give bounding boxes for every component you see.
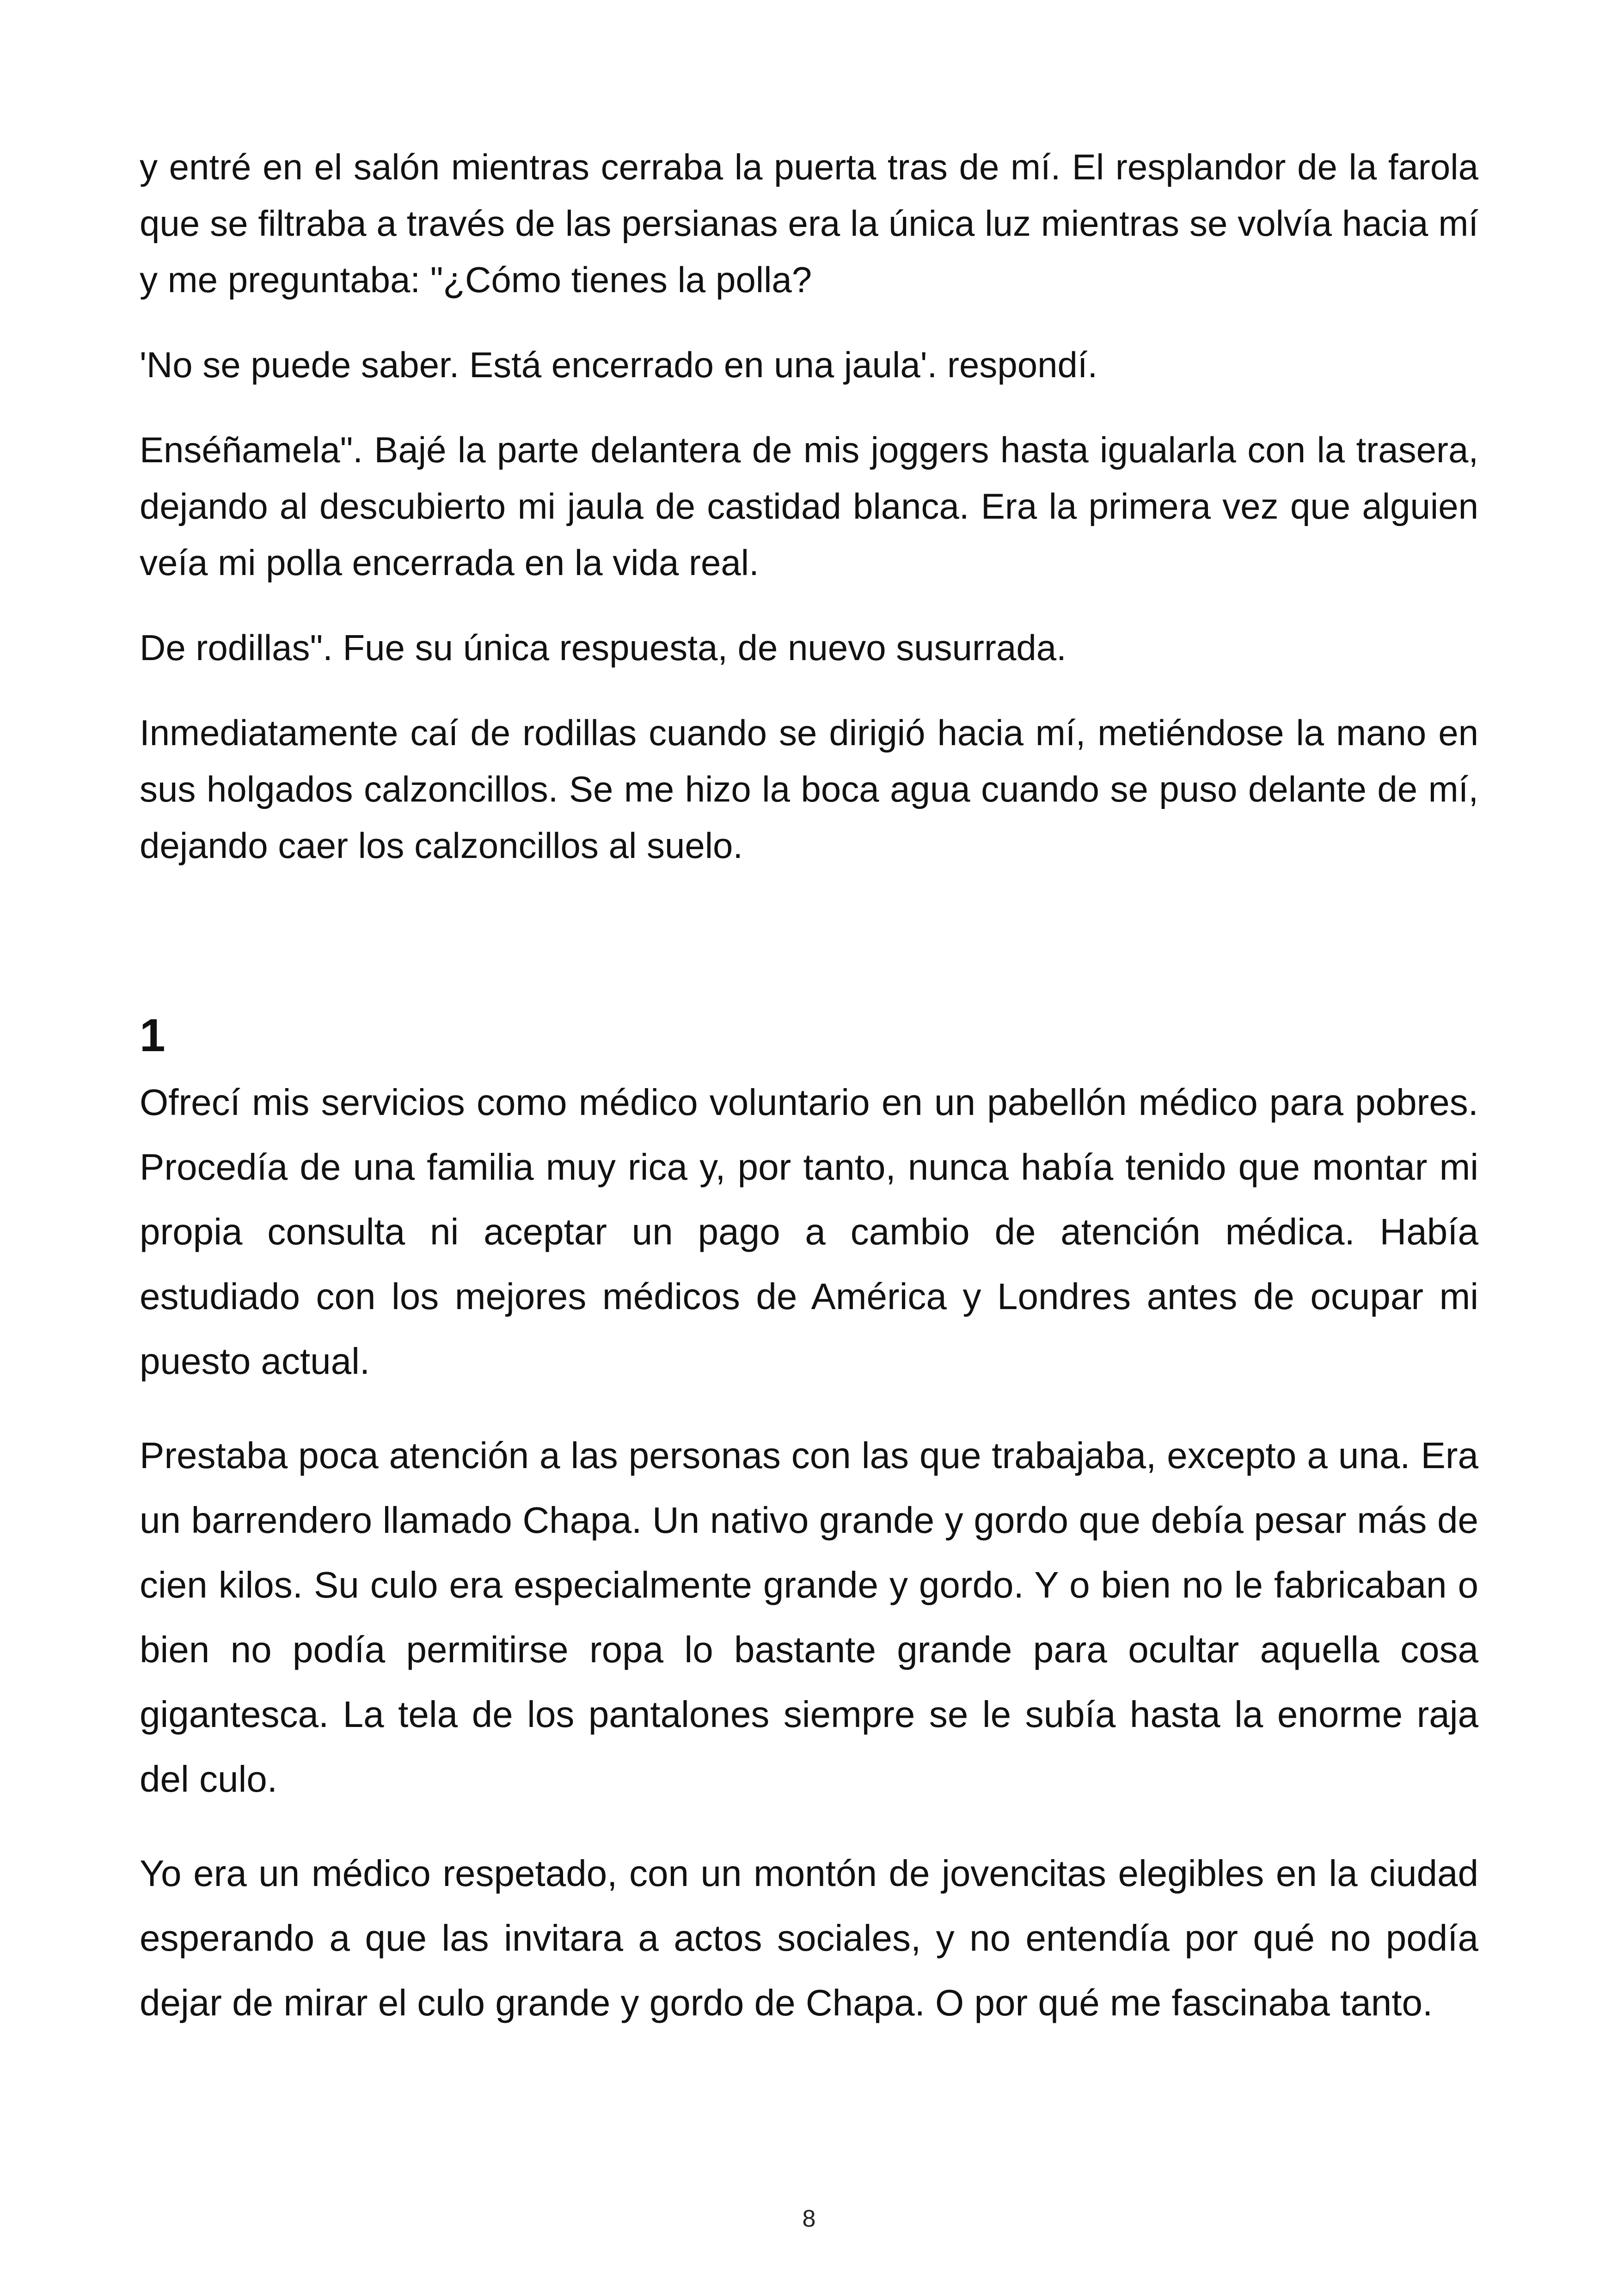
page-number: 8 xyxy=(802,2205,816,2232)
chapter-heading: 1 xyxy=(140,1010,165,1061)
paragraph: Prestaba poca atención a las personas con las que trabajaba, excepto a una. Era un barrendero llamado Chapa. Un nativo grande y gordo que debía pesar más de cien kilos. Su culo era especialmente grande y gordo. Y o bien no le fabricaban o bien no podía permitirse ropa lo bastante grande para ocultar aquella cosa gigantesca. La tela de los pantalones siempre se le subía hasta la enorme raja del culo. xyxy=(140,1435,1478,1800)
paragraph: De rodillas". Fue su única respuesta, de nuevo susurrada. xyxy=(140,627,1066,668)
paragraph: 'No se puede saber. Está encerrado en una jaula'. respondí. xyxy=(140,344,1098,385)
paragraph: Ofrecí mis servicios como médico voluntario en un pabellón médico para pobres. Procedía de una familia muy rica y, por tanto, nunca había tenido que montar mi propia consulta ni aceptar un pago a cambio de atención médica. Había estudiado con los mejores médicos de América y Londres antes de ocupar mi puesto actual. xyxy=(140,1082,1478,1382)
chapter-heading-wrapper xyxy=(140,1008,1478,1063)
paragraph: y entré en el salón mientras cerraba la puerta tras de mí. El resplandor de la farola que se filtraba a través de las persianas era la única luz mientras se volvía hacia mí y me preguntaba: "¿Cómo tienes la polla? xyxy=(140,147,1478,300)
paragraph: Inmediatamente caí de rodillas cuando se dirigió hacia mí, metiéndose la mano en sus holgados calzoncillos. Se me hizo la boca agua cuando se puso delante de mí, dejando caer los calzoncillos al suelo. xyxy=(140,712,1478,866)
paragraph: Enséñamela". Bajé la parte delantera de mis joggers hasta igualarla con la trasera, dejando al descubierto mi jaula de castidad blanca. Era la primera vez que alguien veía mi polla encerrada en la vida real. xyxy=(140,429,1478,583)
intro-text xyxy=(140,139,1478,902)
paragraph: Yo era un médico respetado, con un montón de jovencitas elegibles en la ciudad esperando a que las invitara a actos sociales, y no entendía por qué no podía dejar de mirar el culo grande y gordo de Chapa. O por qué me fascinaba tanto. xyxy=(140,1853,1478,2023)
chapter-text xyxy=(140,1070,1478,2065)
